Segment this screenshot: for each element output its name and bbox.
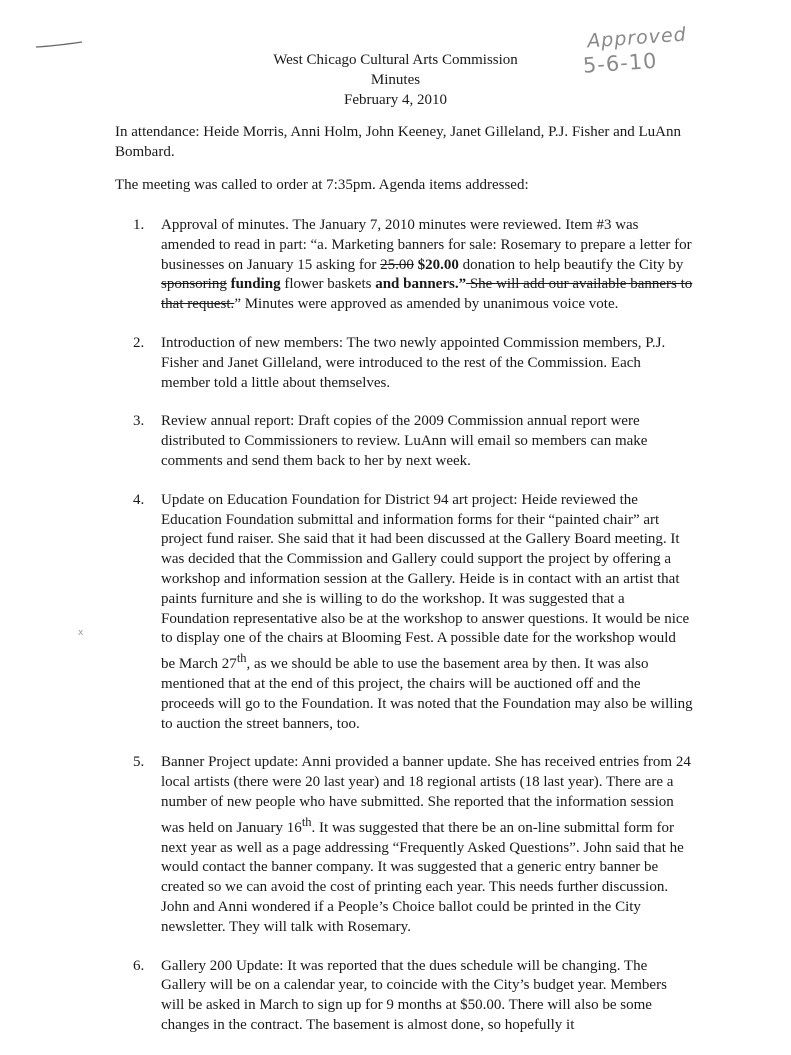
item-text: Introduction of new members: The two newly appointed Commission members, P.J. Fisher and Janet Gilleland, were introduced to the rest of the Commission. Each member told a little about themselves. [161,334,666,391]
item-text [161,753,693,937]
item-text: Review annual report: Draft copies of the 2009 Commission annual report were distributed to Commissioners to review. LuAnn will email so members can make comments and send them back to her by next week. [161,413,648,469]
item-number: 6. [133,957,145,974]
item-text-part: Update on Education Foundation for District 94 art project: Heide reviewed the Education Foundation submittal and information forms for their “painted chair” art project fund raiser. She said that it had been discussed at the Gallery Board meeting. It was decided that the Commission and Gallery could support the project by offering a workshop and information session at the Gallery. Heide is in contact with an artist that paints furniture and she is willing to do the workshop. It was suggested that a Foundation representative also be at the workshop to answer questions. It would be nice to display one of the chairs at Blooming Fest. A possible date for the workshop would be March 27 [161,491,690,673]
item-text-part: ” Minutes were approved as amended by unanimous voice vote. [234,296,619,313]
item-number: 2. [133,334,145,351]
inserted-text: $20.00 [413,256,459,273]
approval-stamp-date: 5-6-10 [582,48,659,78]
struck-text: She will add our available banners to that request. [161,276,693,313]
approval-stamp-label: Approved [586,23,688,53]
inserted-text: and banners.” [375,276,467,293]
agenda-item [133,216,693,315]
pen-mark [34,40,84,50]
struck-text: sponsoring [161,276,227,293]
item-text-part: donation to help beautify the City by [458,256,684,273]
item-number: 1. [133,217,145,233]
item-text [161,491,693,735]
item-text-part: Approval of minutes. The January 7, 2010 minutes were reviewed. Item #3 was amended to read in part: “a. Marketing banners for sale: Rosemary to prepare a letter for businesses on January 15 asking for [161,217,692,273]
organization-name: West Chicago Cultural Arts Commission [273,52,518,68]
item-number: 5. [133,754,145,771]
inserted-text: funding [226,276,281,293]
item-text-part: flower baskets [280,276,376,293]
ordinal-suffix: th [236,651,247,666]
agenda-item [133,753,693,937]
item-text-part: . It was suggested that there be an on-line submittal form for next year as well as a page addressing “Frequently Asked Questions”. John said that he would contact the banner company. It was suggested that a generic entry banner be created so we can avoid the cost of printing each year. This needs further discussion. John and Anni wondered if a People’s Choice ballot could be printed in the City newsletter. They will talk with Rosemary. [161,819,684,935]
item-number: 4. [133,491,145,508]
pencil-mark: x [78,628,84,638]
document-type: Minutes [370,72,421,88]
ordinal-suffix: th [301,814,312,829]
agenda-items [133,216,693,1055]
agenda-item [133,491,693,735]
item-text: Gallery 200 Update: It was reported that the dues schedule will be changing. The Gallery will be on a calendar year, to coincide with the City’s budget year. Members will be asked in March to sign up for 9 months at $50.00. There will also be some changes in the contract. The basement is almost done, so hopefully it [161,957,667,1033]
opening-paragraph: The meeting was called to order at 7:35pm. Agenda items addressed: [115,177,529,193]
attendance-paragraph: In attendance: Heide Morris, Anni Holm, John Keeney, Janet Gilleland, P.J. Fisher and LuAnn Bombard. [115,124,682,160]
meeting-date: February 4, 2010 [344,92,447,108]
item-number: 3. [133,413,145,430]
agenda-item [133,412,693,471]
agenda-item [133,334,693,393]
item-text [161,216,693,315]
document-header [0,50,791,110]
item-text-part: Banner Project update: Anni provided a banner update. She has received entries from 24 local artists (there were 20 last year) and 18 regional artists (18 last year). There are a number of new people who have submitted. She reported that the information session was held on January 16 [161,754,691,836]
item-text-part: , as we should be able to use the basement area by then. It was also mentioned that at the end of this project, the chairs will be auctioned off and the proceeds will go to the Foundation. It was noted that the Foundation may also be willing to auction the street banners, too. [161,656,693,732]
struck-text: 25.00 [380,256,414,273]
